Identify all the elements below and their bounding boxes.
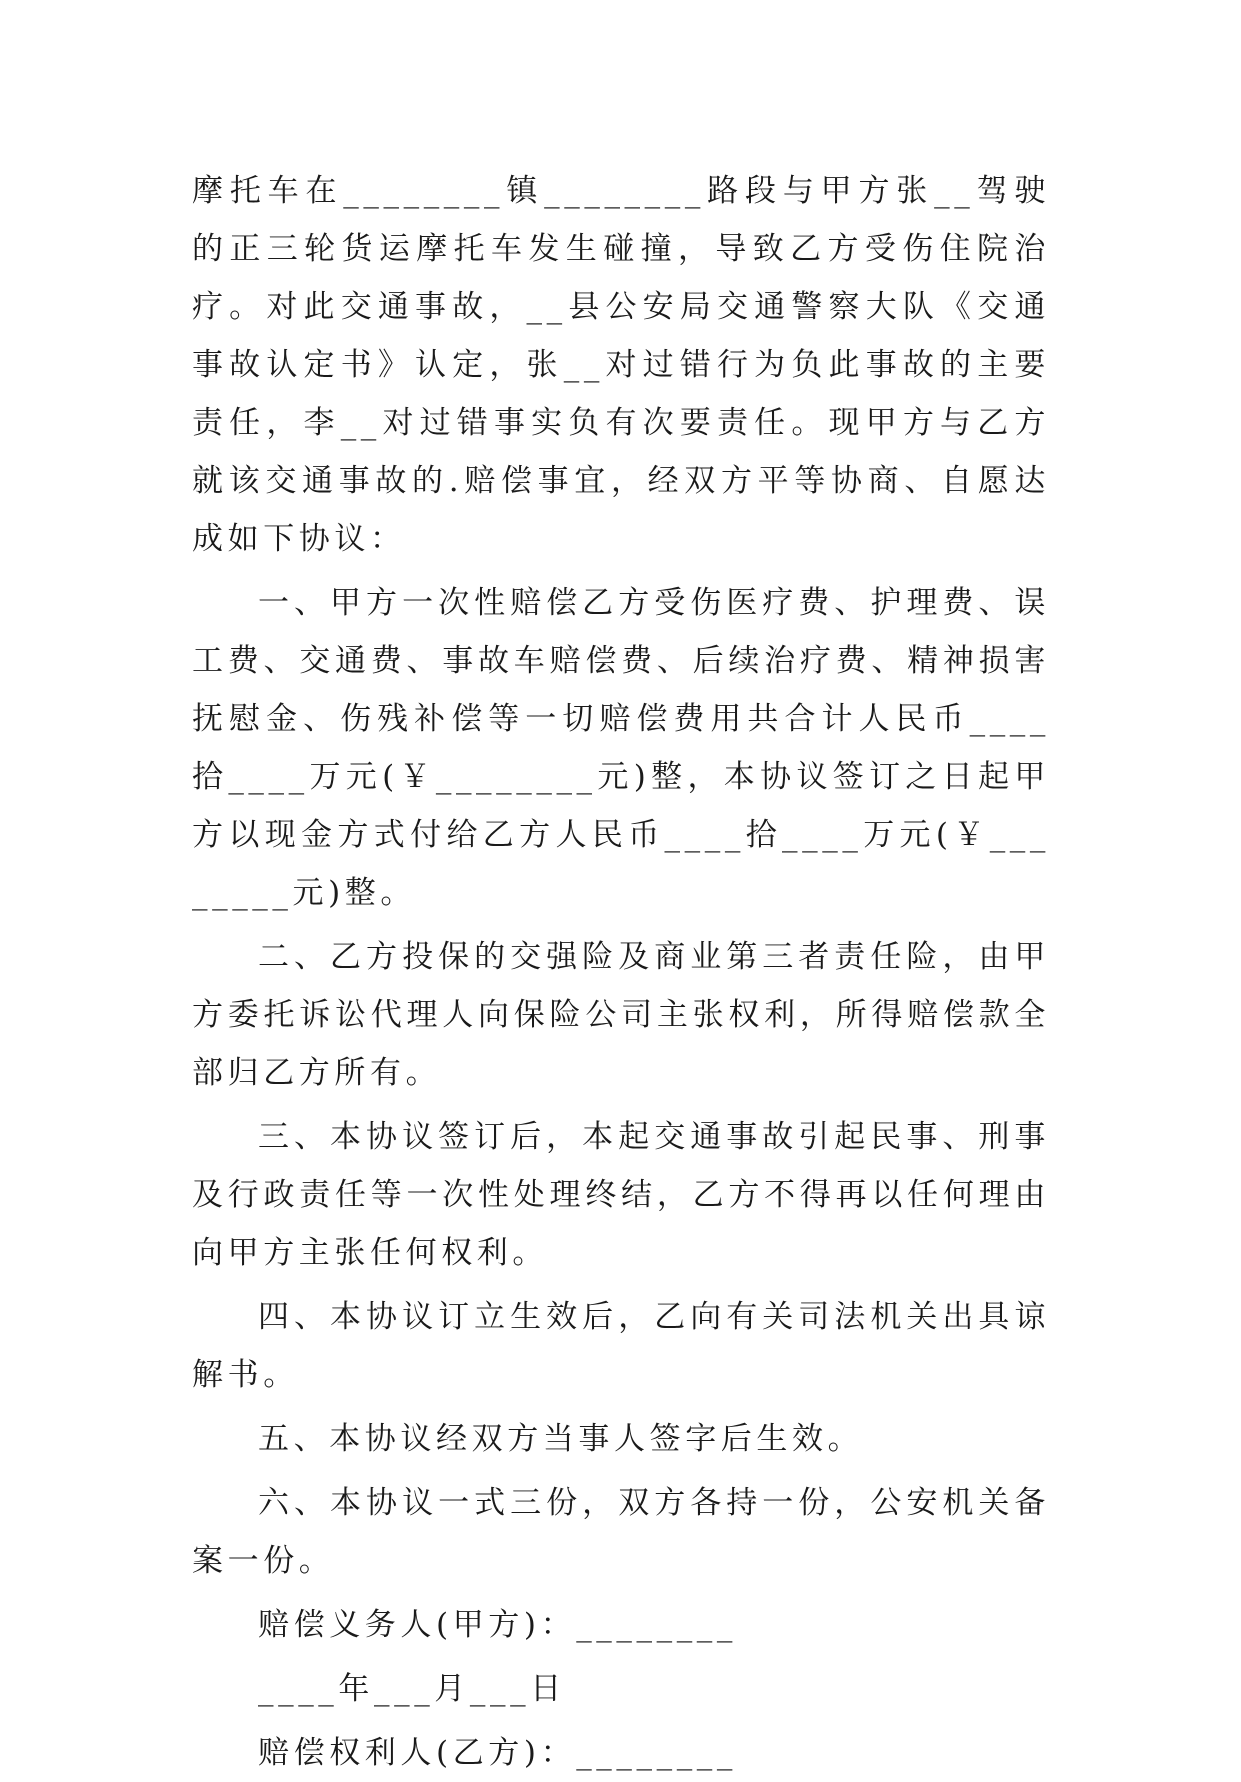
agreement-document	[192, 162, 1050, 1782]
clause-1: 一、甲方一次性赔偿乙方受伤医疗费、护理费、误工费、交通费、事故车赔偿费、后续治疗费、精神损害抚慰金、伤残补偿等一切赔偿费用共合计人民币____拾____万元(￥________元)整，本协议签订之日起甲方以现金方式付给乙方人民币____拾____万元(￥________元)整。	[192, 585, 1050, 911]
intro-paragraph: 摩托车在________镇________路段与甲方张__驾驶的正三轮货运摩托车发生碰撞，导致乙方受伤住院治疗。对此交通事故，__县公安局交通警察大队《交通事故认定书》认定，张__对过错行为负此事故的主要责任，李__对过错事实负有次要责任。现甲方与乙方就该交通事故的.赔偿事宜，经双方平等协商、自愿达成如下协议：	[192, 173, 1050, 557]
clause-4: 四、本协议订立生效后，乙向有关司法机关出具谅解书。	[192, 1299, 1050, 1393]
clause-5: 五、本协议经双方当事人签字后生效。	[258, 1421, 864, 1457]
clause-2: 二、乙方投保的交强险及商业第三者责任险，由甲方委托诉讼代理人向保险公司主张权利，所得赔偿款全部归乙方所有。	[192, 939, 1050, 1091]
signature-date: ____年___月___日	[258, 1671, 566, 1707]
signature-party-a: 赔偿义务人(甲方)：________	[258, 1607, 737, 1643]
clause-6: 六、本协议一式三份，双方各持一份，公安机关备案一份。	[192, 1485, 1050, 1579]
signature-party-b: 赔偿权利人(乙方)：________	[258, 1735, 737, 1771]
clause-3: 三、本协议签订后，本起交通事故引起民事、刑事及行政责任等一次性处理终结，乙方不得再以任何理由向甲方主张任何权利。	[192, 1119, 1050, 1271]
